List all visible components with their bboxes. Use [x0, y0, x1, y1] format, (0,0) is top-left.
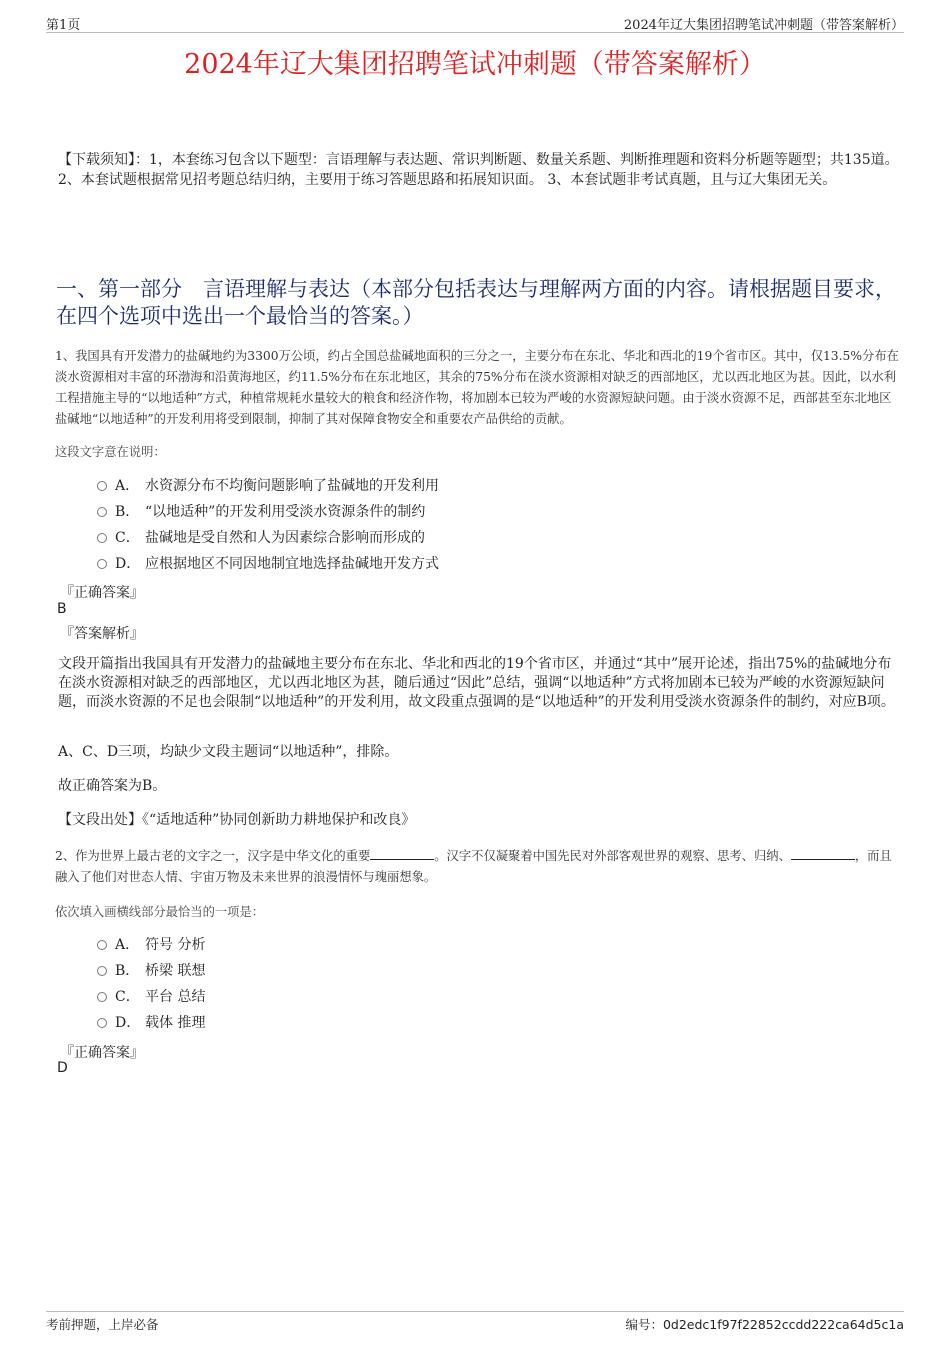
q1-option-a[interactable]: A． 水资源分布不均衡问题影响了盐碱地的开发利用 — [97, 476, 439, 496]
q1-source: 【文段出处】《“适地适种”协同创新助力耕地保护和改良》 — [58, 812, 416, 828]
question-2-prompt: 依次填入画横线部分最恰当的一项是： — [55, 905, 265, 919]
download-notice: 【下载须知】：1，本套练习包含以下题型：言语理解与表达题、常识判断题、数量关系题、判断推理题和资料分析题等题型；共135道。 2、本套试题根据常见招考题总结归纳，主要用于练习答题思路和拓展知识面。 3、本套试题非考试真题，且与辽大集团无关。 — [58, 152, 899, 188]
q2-answer: D — [57, 1060, 68, 1076]
document-code: 编号：0d2edc1f97f22852ccdd222ca64d5c1a — [625, 1317, 904, 1332]
q1-answer: B — [57, 601, 67, 617]
q1-answer-label: 『正确答案』 — [60, 585, 144, 601]
q1-analysis-label: 『答案解析』 — [60, 626, 144, 642]
q1-analysis-conclusion: 故正确答案为B。 — [58, 778, 167, 794]
radio-icon[interactable] — [97, 992, 107, 1002]
question-1-stem: 1、我国具有开发潜力的盐碱地约为3300万公顷，约占全国总盐碱地面积的三分之一，主要分布在东北、华北和西北的19个省市区。其中，仅13.5%分布在淡水资源相对丰富的环渤海和沿黄海地区，约11.5%分布在东北地区，其余的75%分布在淡水资源相对缺乏的西部地区，尤以西北地区为甚。因此，以水利工程措施主导的“以地适种”方式，种植常规耗水量较大的粮食和经济作物，将加剧本已较为严峻的水资源短缺问题。由于淡水资源不足，西部甚至东北地区盐碱地“以地适种”的开发利用将受到限制，抑制了其对保障食物安全和重要农产品供给的贡献。 — [55, 349, 899, 426]
q1-option-d[interactable]: D． 应根据地区不同因地制宜地选择盐碱地开发方式 — [97, 554, 439, 574]
page-footer — [46, 1311, 904, 1332]
question-2-stem: 2、作为世界上最古老的文字之一，汉字是中华文化的重要 。汉字不仅凝聚着中国先民对外部客观世界的观察、思考、归纳、 ，而且融入了他们对世态人情、宇宙万物及未来世界的浪漫情怀与瑰丽想象。 — [55, 849, 892, 884]
q1-option-b[interactable]: B． “以地适种”的开发利用受淡水资源条件的制约 — [97, 502, 425, 522]
footer-slogan: 考前押题，上岸必备 — [46, 1317, 159, 1332]
question-1-prompt: 这段文字意在说明： — [55, 445, 166, 459]
section-heading: 一、第一部分 言语理解与表达（本部分包括表达与理解两方面的内容。请根据题目要求，在四个选项中选出一个最恰当的答案。） — [56, 277, 896, 328]
q1-option-c[interactable]: C． 盐碱地是受自然和人为因素综合影响而形成的 — [97, 528, 425, 548]
radio-icon[interactable] — [97, 559, 107, 569]
fill-blank-2 — [791, 847, 855, 860]
header-doc-title: 2024年辽大集团招聘笔试冲刺题（带答案解析） — [623, 18, 904, 33]
page-number: 第1页 — [46, 18, 81, 33]
fill-blank-1 — [370, 847, 434, 860]
page-title: 2024年辽大集团招聘笔试冲刺题（带答案解析） — [184, 49, 766, 80]
q2-option-d[interactable]: D． 载体 推理 — [97, 1013, 205, 1033]
page-header — [46, 14, 904, 33]
q2-option-b[interactable]: B． 桥梁 联想 — [97, 961, 205, 981]
q2-answer-label: 『正确答案』 — [60, 1045, 144, 1061]
q1-analysis-paragraph: 文段开篇指出我国具有开发潜力的盐碱地主要分布在东北、华北和西北的19个省市区，并通过“其中”展开论述，指出75%的盐碱地分布在淡水资源相对缺乏的西部地区，尤以西北地区为甚，随后通过“因此”总结，强调“以地适种”方式将加剧本已较为严峻的水资源短缺问题，而淡水资源的不足也会限制“以地适种”的开发利用，故文段重点强调的是“以地适种”的开发利用受淡水资源条件的制约，对应B项。 — [58, 656, 895, 710]
radio-icon[interactable] — [97, 533, 107, 543]
q2-option-c[interactable]: C． 平台 总结 — [97, 987, 205, 1007]
radio-icon[interactable] — [97, 481, 107, 491]
radio-icon[interactable] — [97, 1018, 107, 1028]
q1-analysis-elimination: A、C、D三项，均缺少文段主题词“以地适种”，排除。 — [58, 744, 399, 760]
radio-icon[interactable] — [97, 966, 107, 976]
q2-option-a[interactable]: A． 符号 分析 — [97, 935, 205, 955]
radio-icon[interactable] — [97, 507, 107, 517]
radio-icon[interactable] — [97, 940, 107, 950]
